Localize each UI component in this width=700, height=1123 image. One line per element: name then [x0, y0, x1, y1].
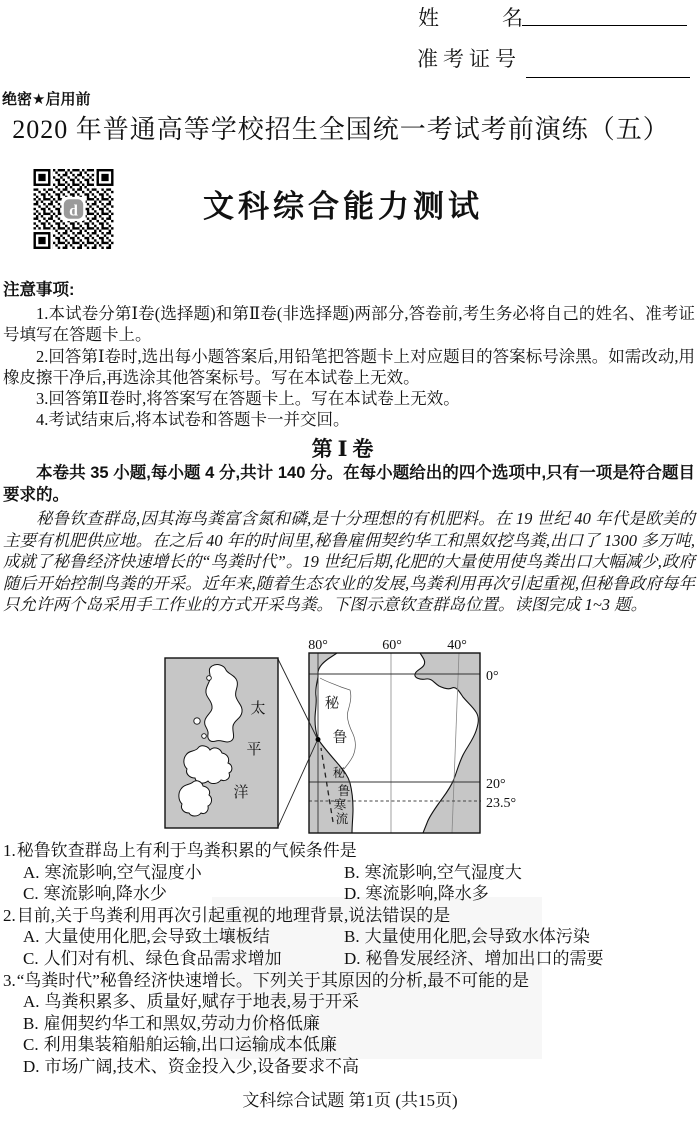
option-label: A. — [23, 992, 40, 1012]
paper-title: 文科综合能力测试 — [203, 189, 483, 224]
name-label: 姓 名 — [418, 6, 523, 30]
option-label: A. — [23, 862, 40, 882]
admission-number-label: 准考证号 — [417, 47, 521, 71]
latitude-label-20: 20° — [486, 777, 506, 792]
exam-session-title: 2020 年普通高等学校招生全国统一考试考前演练（五） — [12, 115, 670, 144]
longitude-label-80: 80° — [308, 638, 328, 653]
question-number: 2. — [3, 905, 16, 925]
question-number: 3. — [3, 970, 16, 990]
admission-number-blank-line — [526, 77, 690, 78]
option-2b — [344, 926, 695, 948]
option-label: B. — [344, 862, 360, 882]
qr-logo-letter: d — [69, 202, 78, 220]
option-1b — [344, 862, 695, 884]
option-text: 大量使用化肥,会导致土壤板结 — [44, 927, 270, 947]
question-stem-text: 目前,关于鸟粪利用再次引起重视的地理背景,说法错误的是 — [16, 905, 451, 925]
secrecy-notice: 绝密★启用前 — [2, 91, 91, 108]
chincha-islands-dot — [316, 737, 321, 742]
notice-item-3: 3.回答第Ⅱ卷时,将答案写在答题卡上。写在本试卷上无效。 — [36, 389, 460, 409]
option-1a — [23, 862, 344, 884]
current-label-char3: 寒 — [333, 798, 347, 812]
pacific-ocean-label-char1: 太 — [250, 701, 266, 717]
option-text: 利用集装箱船舶运输,出口运输成本低廉 — [43, 1035, 337, 1055]
current-label-char2: 鲁 — [337, 784, 351, 798]
question-stem — [3, 905, 695, 927]
option-text: 雇佣契约华工和黑奴,劳动力价格低廉 — [43, 1013, 320, 1033]
question-stem-text: “鸟粪时代”秘鲁经济快速增长。下列关于其原因的分析,最不可能的是 — [16, 970, 530, 990]
option-1c — [23, 883, 344, 905]
option-text: 寒流影响,降水多 — [365, 884, 489, 904]
current-label-char1: 秘 — [332, 766, 346, 780]
question-number: 1. — [3, 841, 16, 860]
question-2 — [3, 905, 695, 970]
pacific-ocean-label-char2: 平 — [246, 742, 262, 758]
option-text: 大量使用化肥,会导致水体污染 — [364, 927, 590, 947]
part1-intro: 本卷共 35 小题,每小题 4 分,共计 140 分。在每小题给出的四个选项中,只有一项是符合题目要求的。 — [3, 464, 695, 504]
peru-label-char2: 鲁 — [332, 730, 348, 746]
option-label: A. — [23, 927, 40, 947]
option-2a — [23, 926, 344, 948]
option-label: D. — [344, 948, 361, 968]
page-footer: 文科综合试题 第1页 (共15页) — [242, 1091, 458, 1110]
option-label: C. — [23, 948, 39, 968]
option-text: 鸟粪积累多、质量好,赋存于地表,易于开采 — [44, 992, 360, 1012]
option-3d — [23, 1056, 695, 1078]
option-label: B. — [23, 1013, 39, 1033]
option-label: C. — [23, 1035, 39, 1055]
question-list — [3, 840, 695, 1078]
question-3 — [3, 970, 695, 1078]
question-1 — [3, 840, 695, 905]
current-label-char4: 流 — [335, 812, 349, 826]
option-text: 寒流影响,降水少 — [43, 884, 167, 904]
latitude-label-23-5: 23.5° — [486, 796, 517, 811]
notice-item-2: 2.回答第Ⅰ卷时,选出每小题答案后,用铅笔把答题卡上对应题目的答案标号涂黑。如需改动,用橡皮擦干净后,再选涂其他答案标号。写在本试卷上无效。 — [3, 346, 695, 387]
option-text: 寒流影响,空气湿度大 — [364, 862, 522, 882]
option-label: B. — [344, 927, 360, 947]
question-stem — [3, 970, 695, 992]
latitude-label-0: 0° — [486, 669, 499, 684]
question-stem — [3, 840, 695, 862]
notice-heading: 注意事项: — [3, 281, 75, 299]
option-label: D. — [344, 884, 361, 904]
option-text: 秘鲁发展经济、增加出口的需要 — [365, 948, 604, 968]
option-text: 寒流影响,空气湿度小 — [44, 862, 202, 882]
option-3b — [23, 1013, 695, 1035]
option-2d — [344, 948, 695, 970]
option-text: 人们对有机、绿色食品需求增加 — [43, 948, 282, 968]
notice-item-4: 4.考试结束后,将本试卷和答题卡一并交回。 — [36, 410, 350, 430]
name-blank-line — [522, 25, 687, 26]
notice-section — [3, 276, 695, 431]
notice-item-1: 1.本试卷分第Ⅰ卷(选择题)和第Ⅱ卷(非选择题)两部分,答卷前,考生务必将自己的姓名、准考证号填写在答题卡上。 — [3, 304, 695, 345]
pacific-ocean-label-char3: 洋 — [233, 785, 249, 801]
map-figure — [152, 629, 522, 845]
longitude-label-40: 40° — [447, 638, 467, 653]
option-label: C. — [23, 884, 39, 904]
option-3a — [23, 991, 695, 1013]
option-2c — [23, 948, 344, 970]
reading-passage: 秘鲁钦查群岛,因其海鸟粪富含氮和磷,是十分理想的有机肥料。在 19 世纪 40 年代是欧美的主要有机肥供应地。在之后 40 年的时间里,秘鲁雇佣契约华工和黑奴挖鸟粪,出口了 1300 多万吨,成就了秘鲁经济快速增长的“鸟粪时代”。19 世纪后期,化肥的大量使用使鸟粪出口大幅减少,政府随后开始控制鸟粪的开采。近年来,随着生态农业的发展,鸟粪利用再次引起重视,但秘鲁政府每年只允许两个岛采用手工作业的方式开采鸟粪。下图示意钦查群岛位置。读图完成 1~3 题。 — [3, 509, 695, 615]
part1-heading: 第Ⅰ卷 — [311, 437, 379, 461]
option-label: D. — [23, 1056, 40, 1076]
option-1d — [344, 883, 695, 905]
option-text: 市场广阔,技术、资金投入少,设备要求不高 — [44, 1056, 360, 1076]
question-stem-text: 秘鲁钦查群岛上有利于鸟粪积累的气候条件是 — [16, 841, 357, 860]
peru-label-char1: 秘 — [324, 696, 340, 712]
option-3c — [23, 1034, 695, 1056]
longitude-label-60: 60° — [382, 638, 402, 653]
